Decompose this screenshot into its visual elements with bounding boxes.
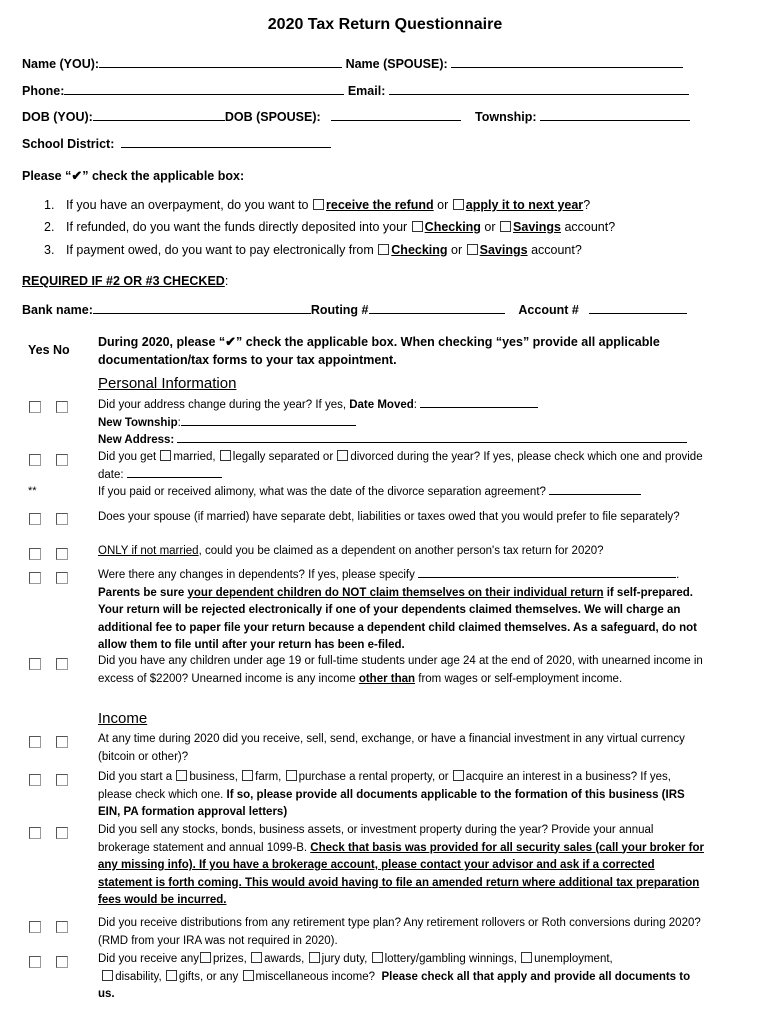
rental-label: purchase a rental property, or xyxy=(298,771,449,783)
instruction xyxy=(22,168,244,184)
question-children-income xyxy=(98,653,708,688)
phone-row xyxy=(22,83,689,98)
alimony-marker: ** xyxy=(28,485,37,497)
option-number: 3. xyxy=(44,243,55,257)
question-text: , could you be claimed as a dependent on another person's tax return for 2020? xyxy=(198,545,604,557)
option-text: If you have an overpayment, do you want to xyxy=(66,198,309,212)
virtual-currency-no-checkbox[interactable] xyxy=(56,736,68,748)
brokerage-warning: Check that basis was provided for all security sales (call your broker for any missing info). If you have a brokerage account, please contact your advisor and ask if a corrected statement is forth coming. This would avoid having to file an amended return where additional tax preparation fees would be incurred. xyxy=(98,841,704,906)
question-text: Did you start a xyxy=(98,771,173,783)
routing-label: Routing # xyxy=(310,303,369,317)
question-text: Did you receive any xyxy=(98,953,199,965)
separated-checkbox[interactable] xyxy=(220,450,231,461)
question-business-start xyxy=(98,769,708,822)
marital-change-no-checkbox[interactable] xyxy=(56,454,68,466)
address-change-no-checkbox[interactable] xyxy=(56,401,68,413)
divorced-label: divorced during the year? If yes, please check which one and provide date: xyxy=(98,451,703,481)
section-income: Income xyxy=(98,710,148,727)
misc-income-checkbox[interactable] xyxy=(243,970,254,981)
only-if-not-married: ONLY if not married xyxy=(98,545,199,557)
name-spouse-field[interactable] xyxy=(451,56,683,68)
savings-label: Savings xyxy=(513,220,561,234)
disability-checkbox[interactable] xyxy=(102,970,113,981)
option-3 xyxy=(44,243,582,257)
name-row xyxy=(22,56,683,71)
question-text: Were there any changes in dependents? If yes, please specify xyxy=(98,569,415,581)
marital-change-yes-checkbox[interactable] xyxy=(29,454,41,466)
question-text: Did you sell any stocks, bonds, business assets, or investment property during the year? Provide your annual brokerage statement and annual 1099-B. xyxy=(98,824,654,854)
dob-you-field[interactable] xyxy=(93,109,225,121)
dependent-change-no-checkbox[interactable] xyxy=(56,572,68,584)
separate-debt-no-checkbox[interactable] xyxy=(56,513,68,525)
lottery-label: lottery/gambling winnings, xyxy=(384,953,517,965)
question-text-end: from wages or self-employment income. xyxy=(418,672,623,685)
bank-row xyxy=(22,302,687,317)
page-title: 2020 Tax Return Questionnaire xyxy=(267,16,503,33)
prizes-checkbox[interactable] xyxy=(200,952,211,963)
township-label: Township: xyxy=(475,110,537,124)
refund-checkbox[interactable] xyxy=(313,199,324,210)
name-you-field[interactable] xyxy=(99,56,342,68)
question-separate-debt: Does your spouse (if married) have separate debt, liabilities or taxes owed that you would prefer to file separately? xyxy=(98,511,680,523)
refund-label: receive the refund xyxy=(326,198,434,212)
married-checkbox[interactable] xyxy=(160,450,171,461)
separated-label: legally separated or xyxy=(232,451,334,463)
dependent-change-yes-checkbox[interactable] xyxy=(29,572,41,584)
new-township-field[interactable] xyxy=(181,415,356,426)
option-suffix: account? xyxy=(564,220,616,234)
checking-label: Checking xyxy=(391,243,448,257)
phone-field[interactable] xyxy=(64,83,344,95)
routing-field[interactable] xyxy=(369,302,505,314)
interest-checkbox[interactable] xyxy=(453,770,464,781)
jury-duty-checkbox[interactable] xyxy=(309,952,320,963)
jury-duty-label: jury duty, xyxy=(321,953,368,965)
bank-name-field[interactable] xyxy=(93,302,311,314)
new-township-label: New Township xyxy=(98,416,178,429)
question-investment-sale xyxy=(98,822,708,910)
date-moved-label: Date Moved xyxy=(349,399,414,411)
option-text: If payment owed, do you want to pay electronically from xyxy=(66,243,374,257)
checkmark-icon: ✔ xyxy=(71,168,83,183)
savings-label: Savings xyxy=(479,243,528,257)
parents-note: Parents be sure xyxy=(98,586,185,599)
option-number: 1. xyxy=(44,198,55,212)
dependent-warning: your dependent children do NOT claim themselves on their individual return xyxy=(187,586,604,599)
children-income-no-checkbox[interactable] xyxy=(56,658,68,670)
yes-no-header: Yes No xyxy=(28,343,70,357)
option-suffix: account? xyxy=(531,243,582,257)
business-start-no-checkbox[interactable] xyxy=(56,774,68,786)
pay-savings-checkbox[interactable] xyxy=(467,244,478,255)
question-other-income xyxy=(98,951,708,1004)
virtual-currency-yes-checkbox[interactable] xyxy=(29,736,41,748)
during-text-pre: During 2020, please “ xyxy=(98,335,226,349)
dob-you-label: DOB (YOU): xyxy=(22,110,93,124)
rental-checkbox[interactable] xyxy=(286,770,297,781)
business-checkbox[interactable] xyxy=(176,770,187,781)
investment-sale-no-checkbox[interactable] xyxy=(56,827,68,839)
farm-checkbox[interactable] xyxy=(242,770,253,781)
awards-checkbox[interactable] xyxy=(251,952,262,963)
disability-label: disability, xyxy=(115,970,162,983)
dob-spouse-field[interactable] xyxy=(331,109,461,121)
question-virtual-currency: At any time during 2020 did you receive, sell, send, exchange, or have a financial investment in any virtual currency (bitcoin or other)? xyxy=(98,733,685,763)
email-field[interactable] xyxy=(389,83,689,95)
email-label: Email: xyxy=(347,84,386,98)
new-address-label: New Address: xyxy=(98,434,175,446)
new-address-field[interactable] xyxy=(177,432,687,443)
school-district-field[interactable] xyxy=(121,136,331,148)
investment-sale-yes-checkbox[interactable] xyxy=(29,827,41,839)
gifts-label: gifts, or any xyxy=(178,970,239,983)
dependent-claim-yes-checkbox[interactable] xyxy=(29,548,41,560)
retirement-no-checkbox[interactable] xyxy=(56,921,68,933)
question-text: Did you have any children under age 19 or full-time students under age 24 at the end of 2020, with unearned income in excess of $2200? Unearned income is any income xyxy=(98,655,703,685)
retirement-yes-checkbox[interactable] xyxy=(29,921,41,933)
unemployment-checkbox[interactable] xyxy=(521,952,532,963)
interest-label: acquire an interest in a business? If yes, please check which one. xyxy=(98,771,671,801)
farm-label: farm, xyxy=(255,771,282,783)
apply-next-year-label: apply it to next year xyxy=(465,198,584,212)
option-text: If refunded, do you want the funds directly deposited into your xyxy=(66,220,408,234)
unemployment-label: unemployment, xyxy=(534,953,613,965)
business-docs-note: If so, please provide all documents applicable to the formation of this business (IRS EIN, PA formation approval letters) xyxy=(98,788,685,818)
date-moved-field[interactable] xyxy=(420,397,538,408)
apply-next-year-checkbox[interactable] xyxy=(453,199,464,210)
question-retirement: Did you receive distributions from any retirement type plan? Any retirement rollovers or Roth conversions during 2020? (RMD from your IRA was not required in 2020). xyxy=(98,917,701,947)
school-row xyxy=(22,136,331,151)
or-text: or xyxy=(451,243,463,257)
dob-row xyxy=(22,109,690,124)
other-than-text: other than xyxy=(358,672,416,685)
question-dependent-claim xyxy=(98,543,708,561)
business-start-yes-checkbox[interactable] xyxy=(29,774,41,786)
dependent-warning-detail: if self-prepared. Your return will be rejected electronically if one of your dependents claimed themselves. We will charge an additional fee to paper file your return because a dependent child claimed themselves. As a safeguard, do not allow them to file until after your return has been e-filed. xyxy=(98,586,697,651)
name-you-label: Name (YOU): xyxy=(22,57,100,71)
divorced-checkbox[interactable] xyxy=(337,450,348,461)
married-label: married, xyxy=(173,451,216,463)
other-income-no-checkbox[interactable] xyxy=(56,956,68,968)
phone-label: Phone: xyxy=(22,84,65,98)
or-text: or xyxy=(484,220,496,234)
address-change-yes-checkbox[interactable] xyxy=(29,401,41,413)
school-district-label: School District: xyxy=(22,137,115,151)
account-field[interactable] xyxy=(589,302,687,314)
instruction-text-post: ” check the applicable box: xyxy=(82,169,245,183)
required-label: REQUIRED IF #2 OR #3 CHECKED xyxy=(22,274,225,288)
checking-label: Checking xyxy=(424,220,481,234)
alimony-date-field[interactable] xyxy=(549,484,641,495)
option-number: 2. xyxy=(44,220,55,234)
name-spouse-label: Name (SPOUSE): xyxy=(345,57,448,71)
lottery-checkbox[interactable] xyxy=(372,952,383,963)
or-text: or xyxy=(437,198,449,212)
question-text: Did your address change during the year? If yes, xyxy=(98,399,347,411)
instruction-text-pre: Please “ xyxy=(22,169,72,183)
required-note xyxy=(22,274,228,288)
prizes-label: prizes, xyxy=(213,953,247,965)
other-income-note: Please check all that apply and provide all documents to us. xyxy=(98,970,691,1000)
township-field[interactable] xyxy=(540,109,690,121)
gifts-checkbox[interactable] xyxy=(166,970,177,981)
children-income-yes-checkbox[interactable] xyxy=(29,658,41,670)
marital-date-field[interactable] xyxy=(127,467,222,478)
section-personal-information: Personal Information xyxy=(98,375,237,392)
question-address-change: Did your address change during the year? If yes, Date Moved: New Township: New Address: xyxy=(98,397,708,450)
deposit-checking-checkbox[interactable] xyxy=(412,221,423,232)
question-dependent-changes: Were there any changes in dependents? If yes, please specify . Parents be sure your dependent children do NOT claim themselves on their individual return if self-prepared. Your return will be rejected electronically if one of your dependents claimed themselves. We will charge an additional fee to paper file your return because a dependent child claimed themselves. As a safeguard, do not allow them to file until after your return has been e-filed. xyxy=(98,569,697,651)
question-text: Did you get xyxy=(98,451,157,463)
business-label: business, xyxy=(189,771,238,783)
bank-name-label: Bank name: xyxy=(22,303,93,317)
option-suffix: ? xyxy=(583,198,591,212)
question-alimony xyxy=(98,484,708,502)
question-text: If you paid or received alimony, what was the date of the divorce separation agreement? xyxy=(98,486,546,498)
dependent-changes-field[interactable] xyxy=(418,567,676,578)
other-income-yes-checkbox[interactable] xyxy=(29,956,41,968)
account-label: Account # xyxy=(518,303,579,317)
question-marital-change xyxy=(98,449,708,484)
checkmark-icon: ✔ xyxy=(225,334,237,349)
during-instruction xyxy=(98,333,708,369)
misc-income-label: miscellaneous income? xyxy=(255,970,376,983)
required-colon: : xyxy=(224,274,229,288)
during-text-post: ” check the applicable box. When checking “yes” provide all applicable documentation/tax forms to your tax appointment. xyxy=(98,335,660,367)
dob-spouse-label: DOB (SPOUSE): xyxy=(224,110,321,124)
deposit-savings-checkbox[interactable] xyxy=(500,221,511,232)
separate-debt-yes-checkbox[interactable] xyxy=(29,513,41,525)
option-2 xyxy=(44,220,615,234)
pay-checking-checkbox[interactable] xyxy=(378,244,389,255)
option-1 xyxy=(44,198,590,212)
dependent-claim-no-checkbox[interactable] xyxy=(56,548,68,560)
awards-label: awards, xyxy=(264,953,305,965)
